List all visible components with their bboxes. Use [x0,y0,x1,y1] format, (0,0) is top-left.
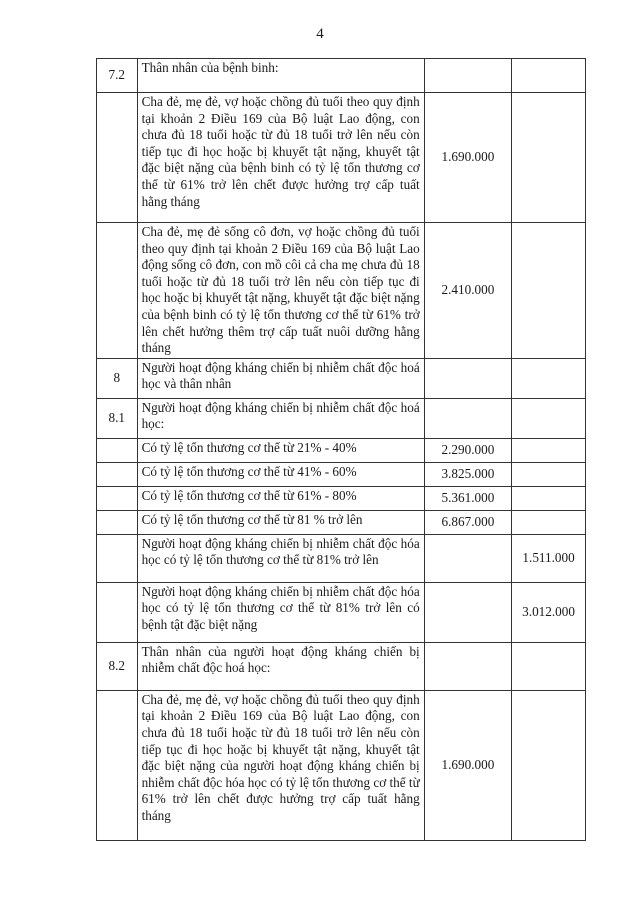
table-row [97,582,586,642]
row-number: 8 [97,358,138,398]
row-number [97,93,138,223]
table-row [97,534,586,582]
row-amount-1 [424,642,511,690]
row-number [97,582,138,642]
row-number [97,510,138,534]
table-row [97,510,586,534]
row-description: Cha đẻ, mẹ đẻ, vợ hoặc chồng đủ tuổi theo quy định tại khoản 2 Điều 169 của Bộ luật Lao động, con chưa đủ 18 tuổi hoặc từ đủ 18 tuổi trở lên nếu còn tiếp tục đi học hoặc bị khuyết tật nặng, khuyết tật đặc biệt nặng của bệnh binh có tỷ lệ tổn thương cơ thể từ 61% trở lên chết được hưởng trợ cấp tuất hằng tháng [137,93,424,223]
table-row [97,358,586,398]
row-amount-2 [512,642,586,690]
row-description: Người hoạt động kháng chiến bị nhiễm chất độc hóa học có tỷ lệ tổn thương cơ thể từ 81% trở lên [137,534,424,582]
row-number [97,486,138,510]
row-amount-2 [512,486,586,510]
row-description: Có tỷ lệ tổn thương cơ thể từ 61% - 80% [137,486,424,510]
row-amount-1: 2.290.000 [424,438,511,462]
row-amount-1 [424,534,511,582]
row-amount-1: 6.867.000 [424,510,511,534]
row-amount-1: 1.690.000 [424,93,511,223]
row-amount-1: 3.825.000 [424,462,511,486]
row-amount-1: 5.361.000 [424,486,511,510]
table-row [97,223,586,359]
table-row [97,93,586,223]
row-number: 7.2 [97,59,138,93]
row-description: Thân nhân của bệnh binh: [137,59,424,93]
row-description: Có tỷ lệ tổn thương cơ thể từ 41% - 60% [137,462,424,486]
table-row [97,398,586,438]
page-number: 4 [316,26,324,42]
table-row [97,438,586,462]
table-row [97,59,586,93]
row-number [97,534,138,582]
row-description: Người hoạt động kháng chiến bị nhiễm chất độc hoá học: [137,398,424,438]
row-description: Có tỷ lệ tổn thương cơ thể từ 81 % trở lên [137,510,424,534]
row-number [97,438,138,462]
row-amount-1 [424,59,511,93]
row-amount-2: 1.511.000 [512,534,586,582]
row-amount-2 [512,690,586,840]
row-description: Cha đẻ, mẹ đẻ sống cô đơn, vợ hoặc chồng đủ tuổi theo quy định tại khoản 2 Điều 169 của Bộ luật Lao động sống cô đơn, con mồ côi cả cha mẹ chưa đủ 18 tuổi hoặc từ đủ 18 tuổi trở lên nếu còn tiếp tục đi học hoặc bị khuyết tật nặng, khuyết tật đặc biệt nặng của bệnh binh có tỷ lệ tổn thương cơ thể từ 61% trở lên chết hưởng thêm trợ cấp tuất nuôi dưỡng hằng tháng [137,223,424,359]
row-amount-2 [512,223,586,359]
row-description: Có tỷ lệ tổn thương cơ thể từ 21% - 40% [137,438,424,462]
row-amount-1: 1.690.000 [424,690,511,840]
row-amount-1: 2.410.000 [424,223,511,359]
row-amount-1 [424,358,511,398]
row-amount-1 [424,398,511,438]
row-description: Cha đẻ, mẹ đẻ, vợ hoặc chồng đủ tuổi theo quy định tại khoản 2 Điều 169 của Bộ luật Lao động, con chưa đủ 18 tuổi hoặc từ đủ 18 tuổi trở lên nếu còn tiếp tục đi học hoặc bị khuyết tật nặng, khuyết tật đặc biệt nặng của người hoạt động kháng chiến bị nhiễm chất độc hóa học có tỷ lệ tổn thương cơ thể từ 61% trở lên chết được hưởng trợ cấp tuất hằng tháng [137,690,424,840]
row-number [97,690,138,840]
table-row [97,462,586,486]
row-description: Người hoạt động kháng chiến bị nhiễm chất độc hóa học có tỷ lệ tổn thương cơ thể từ 81% trở lên có bệnh tật đặc biệt nặng [137,582,424,642]
row-amount-2 [512,93,586,223]
row-description: Người hoạt động kháng chiến bị nhiễm chất độc hoá học và thân nhân [137,358,424,398]
row-amount-1 [424,582,511,642]
allowance-table [96,58,586,841]
row-amount-2: 3.012.000 [512,582,586,642]
table-row [97,642,586,690]
table-row [97,690,586,840]
row-amount-2 [512,398,586,438]
row-amount-2 [512,438,586,462]
row-number [97,223,138,359]
row-amount-2 [512,510,586,534]
row-number [97,462,138,486]
row-number: 8.2 [97,642,138,690]
row-amount-2 [512,59,586,93]
row-amount-2 [512,358,586,398]
row-number: 8.1 [97,398,138,438]
table-row [97,486,586,510]
row-amount-2 [512,462,586,486]
row-description: Thân nhân của người hoạt động kháng chiến bị nhiễm chất độc hoá học: [137,642,424,690]
